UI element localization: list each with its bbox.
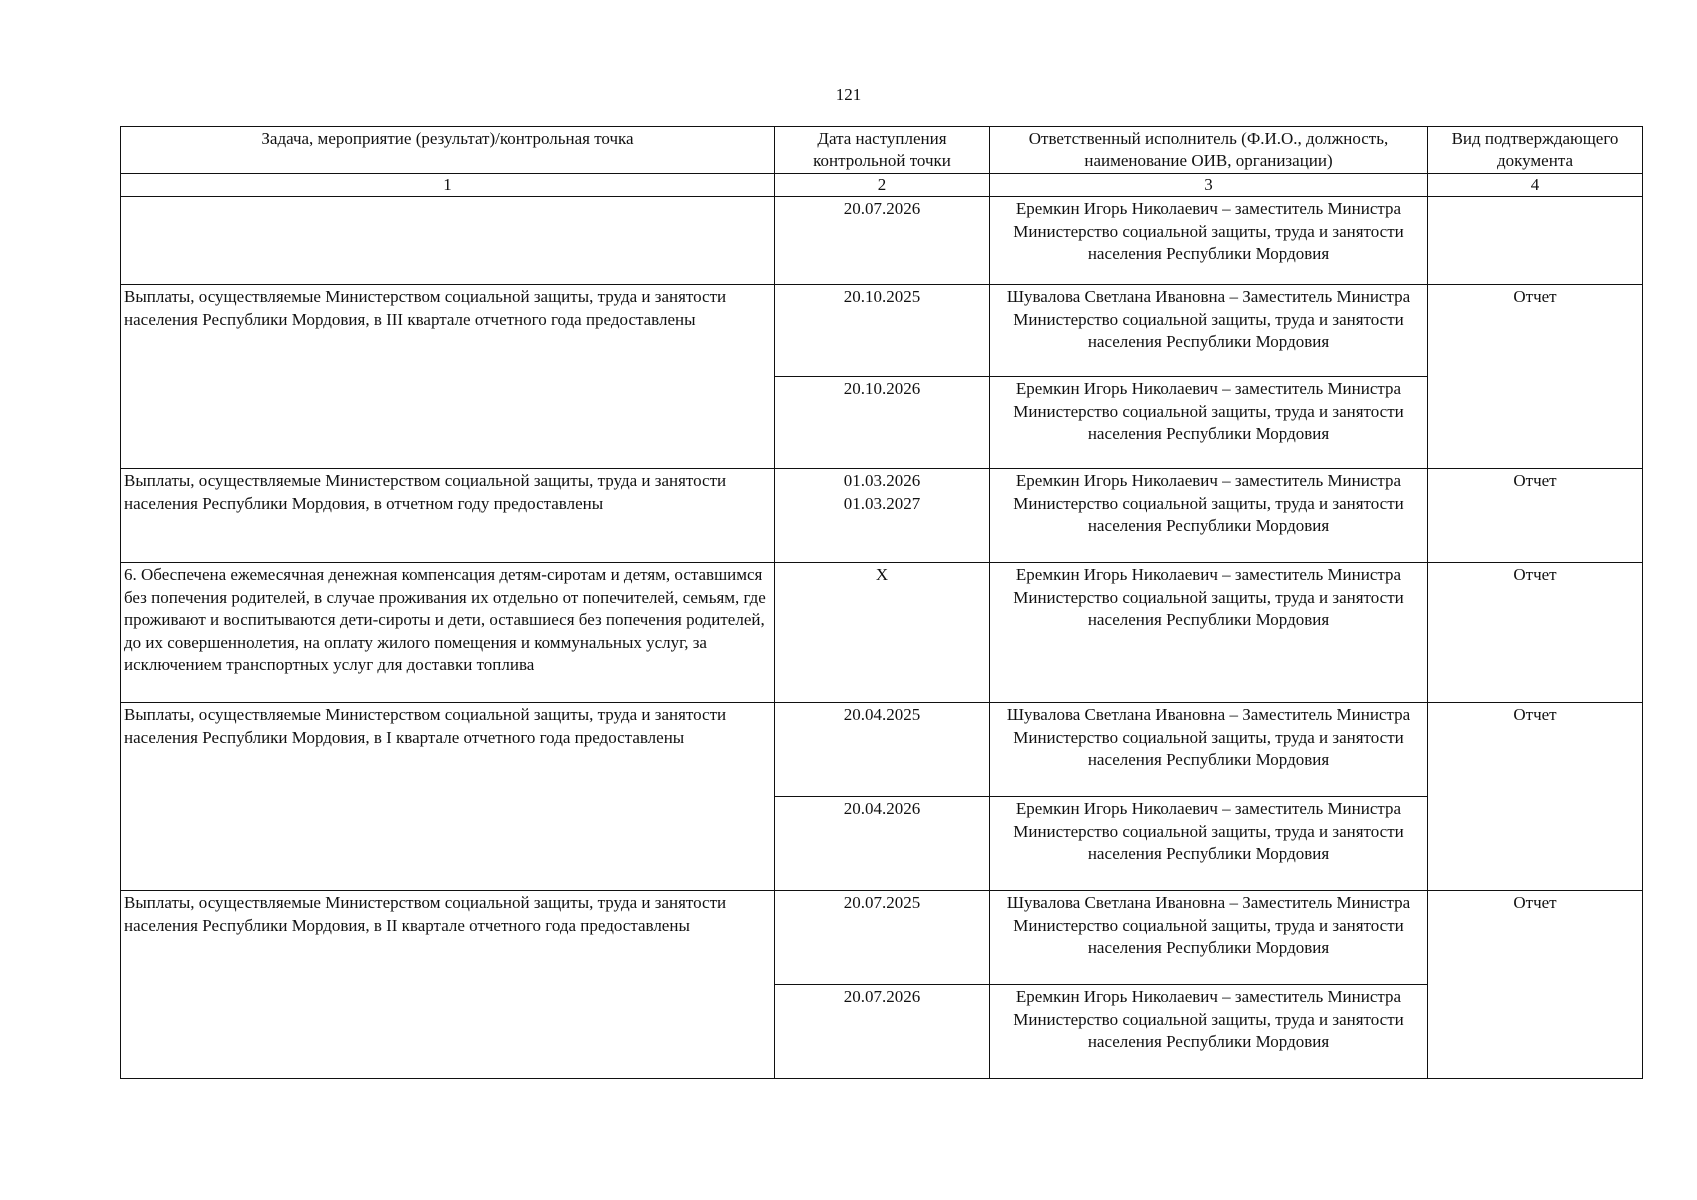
executor-cell [990,197,1428,285]
date-cell: 20.07.2026 [775,985,990,1079]
executor-organization: Министерство социальной защиты, труда и занятости населения Республики Мордовия [1013,587,1404,629]
header-document: Вид подтверждающего документа [1428,127,1643,174]
table-row [121,285,1643,377]
executor-cell [990,469,1428,563]
executor-person: Еремкин Игорь Николаевич – заместитель Министра [1015,799,1402,818]
col-number-3: 3 [990,174,1428,197]
page-number: 121 [835,85,862,104]
executor-cell [990,985,1428,1079]
executor-organization: Министерство социальной защиты, труда и занятости населения Республики Мордовия [1013,821,1404,863]
date-cell: 20.07.2025 [775,891,990,985]
header-task: Задача, мероприятие (результат)/контрольная точка [121,127,775,174]
executor-person: Еремкин Игорь Николаевич – заместитель Министра [1015,987,1402,1006]
executor-cell [990,377,1428,469]
column-number-row [121,174,1643,197]
document-cell: Отчет [1428,703,1643,891]
executor-person: Еремкин Игорь Николаевич – заместитель Министра [1015,471,1402,490]
header-executor: Ответственный исполнитель (Ф.И.О., должность, наименование ОИВ, организации) [990,127,1428,174]
executor-cell [990,285,1428,377]
table-row [121,197,1643,285]
executor-cell [990,797,1428,891]
date-cell: 20.07.2026 [775,197,990,285]
executor-cell [990,891,1428,985]
executor-organization: Министерство социальной защиты, труда и занятости населения Республики Мордовия [1013,1009,1404,1051]
task-cell [121,197,775,285]
col-number-1: 1 [121,174,775,197]
task-cell: Выплаты, осуществляемые Министерством социальной защиты, труда и занятости населения Республики Мордовия, в I квартале отчетного года предоставлены [121,703,775,891]
executor-person: Еремкин Игорь Николаевич – заместитель Министра [1015,379,1402,398]
date-cell: X [775,563,990,703]
executor-organization: Министерство социальной защиты, труда и занятости населения Республики Мордовия [1013,401,1404,443]
header-date: Дата наступления контрольной точки [775,127,990,174]
table-row [121,891,1643,985]
executor-organization: Министерство социальной защиты, труда и занятости населения Республики Мордовия [1013,493,1404,535]
table-row [121,469,1643,563]
executor-organization: Министерство социальной защиты, труда и занятости населения Республики Мордовия [1013,221,1404,263]
executor-person: Шувалова Светлана Ивановна – Заместитель Министра [1006,287,1411,306]
executor-person: Еремкин Игорь Николаевич – заместитель Министра [1015,565,1402,584]
executor-cell [990,563,1428,703]
document-cell [1428,197,1643,285]
table-header-row [121,127,1643,174]
executor-person: Еремкин Игорь Николаевич – заместитель Министра [1015,199,1402,218]
task-cell: Выплаты, осуществляемые Министерством социальной защиты, труда и занятости населения Республики Мордовия, в отчетном году предоставлены [121,469,775,563]
task-cell: Выплаты, осуществляемые Министерством социальной защиты, труда и занятости населения Республики Мордовия, в II квартале отчетного года предоставлены [121,891,775,1079]
document-cell: Отчет [1428,469,1643,563]
date-value: 01.03.2026 [843,471,921,490]
executor-organization: Министерство социальной защиты, труда и занятости населения Республики Мордовия [1013,727,1404,769]
date-value: 01.03.2027 [843,493,921,513]
table-row [121,563,1643,703]
document-cell: Отчет [1428,285,1643,469]
date-cell: 20.10.2026 [775,377,990,469]
table-row [121,703,1643,797]
control-points-table [120,126,1643,1079]
executor-organization: Министерство социальной защиты, труда и занятости населения Республики Мордовия [1013,915,1404,957]
executor-cell [990,703,1428,797]
document-cell: Отчет [1428,891,1643,1079]
col-number-4: 4 [1428,174,1643,197]
executor-person: Шувалова Светлана Ивановна – Заместитель Министра [1006,893,1411,912]
date-cell [775,469,990,563]
document-cell: Отчет [1428,563,1643,703]
task-cell: Выплаты, осуществляемые Министерством социальной защиты, труда и занятости населения Республики Мордовия, в III квартале отчетного года предоставлены [121,285,775,469]
date-cell: 20.04.2026 [775,797,990,891]
col-number-2: 2 [775,174,990,197]
executor-organization: Министерство социальной защиты, труда и занятости населения Республики Мордовия [1013,309,1404,351]
date-cell: 20.10.2025 [775,285,990,377]
date-cell: 20.04.2025 [775,703,990,797]
executor-person: Шувалова Светлана Ивановна – Заместитель Министра [1006,705,1411,724]
task-cell: 6. Обеспечена ежемесячная денежная компенсация детям-сиротам и детям, оставшимся без попечения родителей, в случае проживания их отдельно от попечителей, семьям, где проживают и воспитываются дети-сироты и дети, оставшиеся без попечения родителей, до их совершеннолетия, на оплату жилого помещения и коммунальных услуг, за исключением транспортных услуг для доставки топлива [121,563,775,703]
